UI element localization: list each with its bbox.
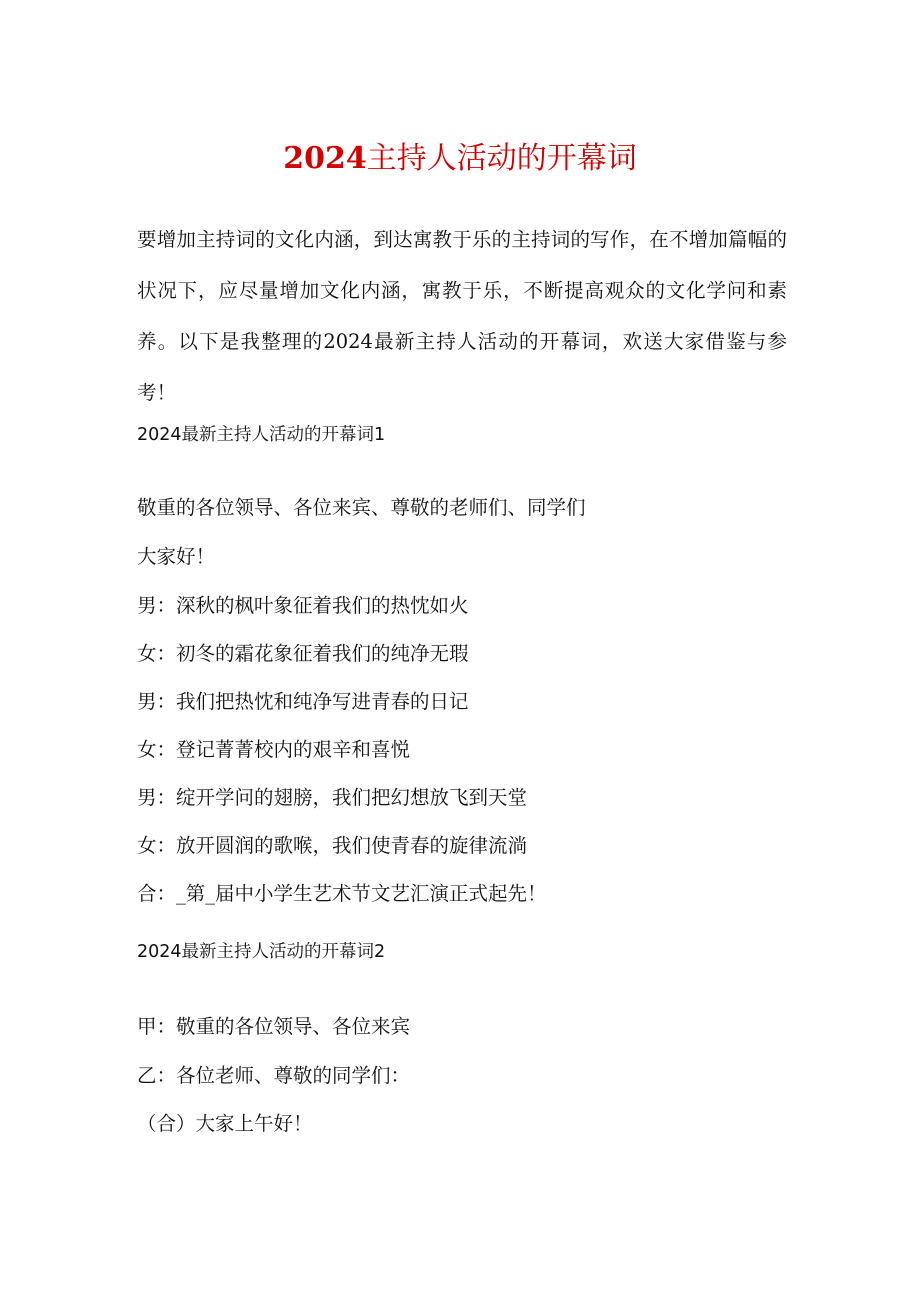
section1-line: 男：绽开学问的翅膀，我们把幻想放飞到天堂 [137, 786, 528, 809]
section1-line: 大家好！ [137, 545, 216, 568]
section2-line: 甲：敬重的各位领导、各位来宾 [137, 1015, 411, 1038]
title-number: 2024 [283, 141, 367, 176]
title-text: 主持人活动的开幕词 [366, 141, 637, 176]
section2-line: 乙：各位老师、尊敬的同学们： [137, 1064, 411, 1087]
section1-line: 女：登记菁菁校内的艰辛和喜悦 [137, 738, 411, 761]
section1-line: 敬重的各位领导、各位来宾、尊敬的老师们、同学们 [137, 496, 586, 519]
section1-line: 男：我们把热忱和纯净写进青春的日记 [137, 690, 469, 713]
section1-line: 男：深秋的枫叶象征着我们的热忱如火 [137, 594, 469, 617]
document-title [0, 136, 920, 182]
section1-line: 合：_第_届中小学生艺术节文艺汇演正式起先！ [137, 882, 547, 905]
section2-line: （合）大家上午好！ [137, 1112, 313, 1135]
section1-line: 女：初冬的霜花象征着我们的纯净无瑕 [137, 642, 469, 665]
section2-heading: 2024最新主持人活动的开幕词2 [137, 942, 386, 962]
intro-paragraph: 要增加主持词的文化内涵，到达寓教于乐的主持词的写作，在不增加篇幅的状况下，应尽量增加文化内涵，寓教于乐，不断提高观众的文化学问和素养。以下是我整理的2024最新主持人活动的开幕词，欢送大家借鉴与参考！ [137, 228, 787, 404]
section1-heading: 2024最新主持人活动的开幕词1 [137, 425, 386, 445]
section1-line: 女：放开圆润的歌喉，我们使青春的旋律流淌 [137, 834, 528, 857]
